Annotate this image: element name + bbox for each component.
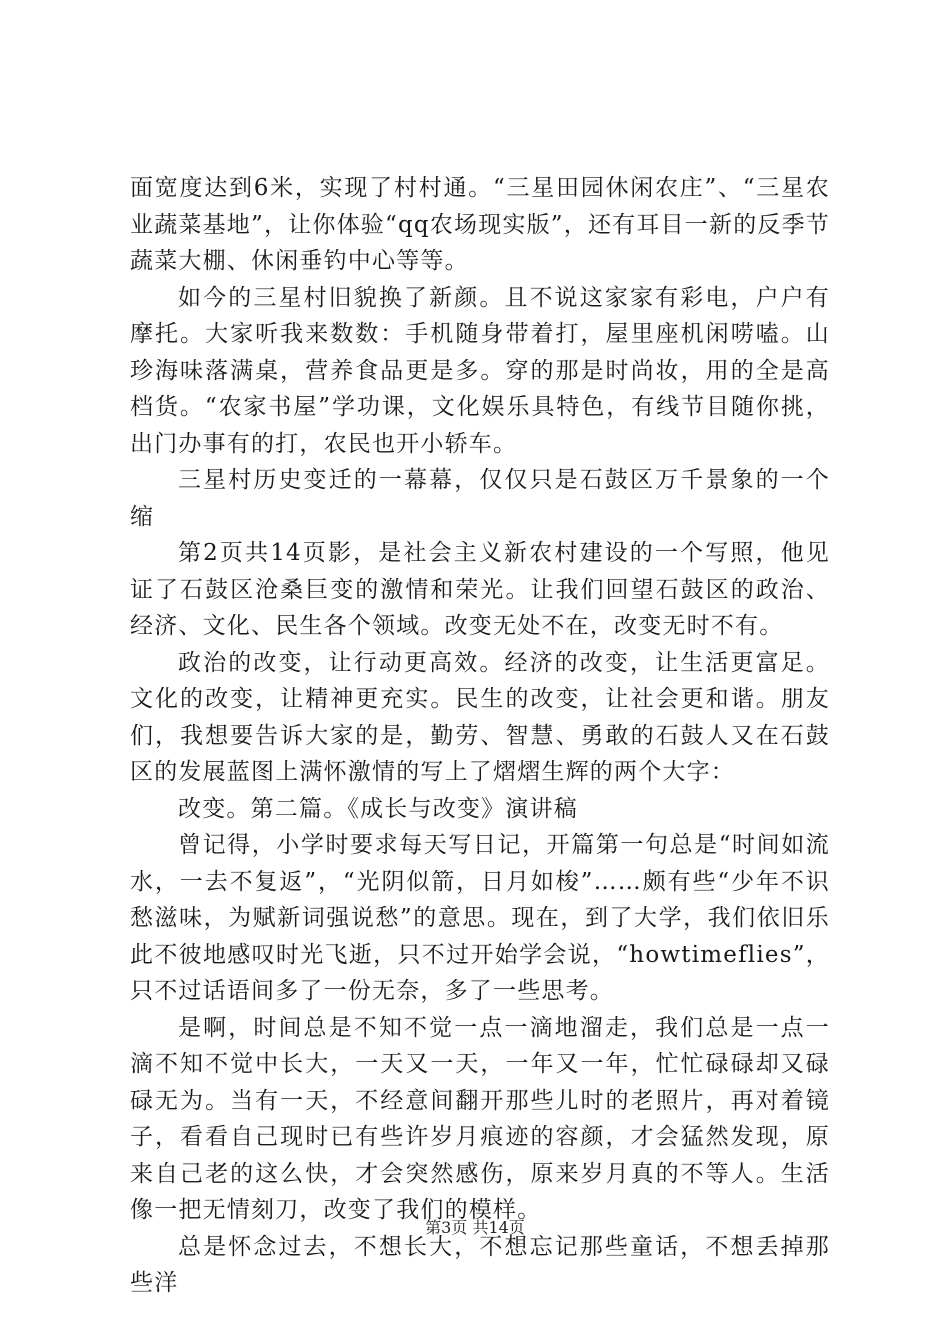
paragraph: 第2页共14页影，是社会主义新农村建设的一个写照，他见证了石鼓区沧桑巨变的激情和荣光。让我们回望石鼓区的政治、经济、文化、民生各个领域。改变无处不在，改变无时不有。 [130, 540, 830, 639]
paragraph: 改变。第二篇。《成长与改变》演讲稿 [178, 795, 578, 822]
paragraph: 面宽度达到6米，实现了村村通。“三星田园休闲农庄”、“三星农业蔬菜基地”，让你体验“qq农场现实版”，还有耳目一新的反季节蔬菜大棚、休闲垂钓中心等等。 [130, 175, 830, 274]
paragraph: 是啊，时间总是不知不觉一点一滴地溜走，我们总是一点一滴不知不觉中长大，一天又一天，一年又一年，忙忙碌碌却又碌碌无为。当有一天，不经意间翻开那些儿时的老照片，再对着镜子，看看自己现时已有些许岁月痕迹的容颜，才会猛然发现，原来自己老的这么快，才会突然感伤，原来岁月真的不等人。生活像一把无情刻刀，改变了我们的模样。 [130, 1014, 830, 1223]
page-footer: 第3页 共14页 [425, 1218, 525, 1237]
paragraph: 总是怀念过去，不想长大，不想忘记那些童话，不想丢掉那些洋 [130, 1233, 830, 1296]
document-body [130, 170, 830, 1302]
paragraph: 政治的改变，让行动更高效。经济的改变，让生活更富足。文化的改变，让精神更充实。民生的改变，让社会更和谐。朋友们，我想要告诉大家的是，勤劳、智慧、勇敢的石鼓人又在石鼓区的发展蓝图上满怀激情的写上了熠熠生辉的两个大字： [130, 649, 830, 785]
paragraph: 三星村历史变迁的一幕幕，仅仅只是石鼓区万千景象的一个缩 [130, 467, 830, 530]
paragraph: 曾记得，小学时要求每天写日记，开篇第一句总是“时间如流水，一去不复返”，“光阴似箭，日月如梭”……颇有些“少年不识愁滋味，为赋新词强说愁”的意思。现在，到了大学，我们依旧乐此不彼地感叹时光飞逝，只不过开始学会说，“howtimeflies”，只不过话语间多了一份无奈，多了一些思考。 [130, 832, 830, 1004]
paragraph: 如今的三星村旧貌换了新颜。且不说这家家有彩电，户户有摩托。大家听我来数数：手机随身带着打，屋里座机闲唠嗑。山珍海味落满桌，营养食品更是多。穿的那是时尚妆，用的全是高档货。“农家书屋”学功课，文化娱乐具特色，有线节目随你挑，出门办事有的打，农民也开小轿车。 [130, 284, 830, 457]
